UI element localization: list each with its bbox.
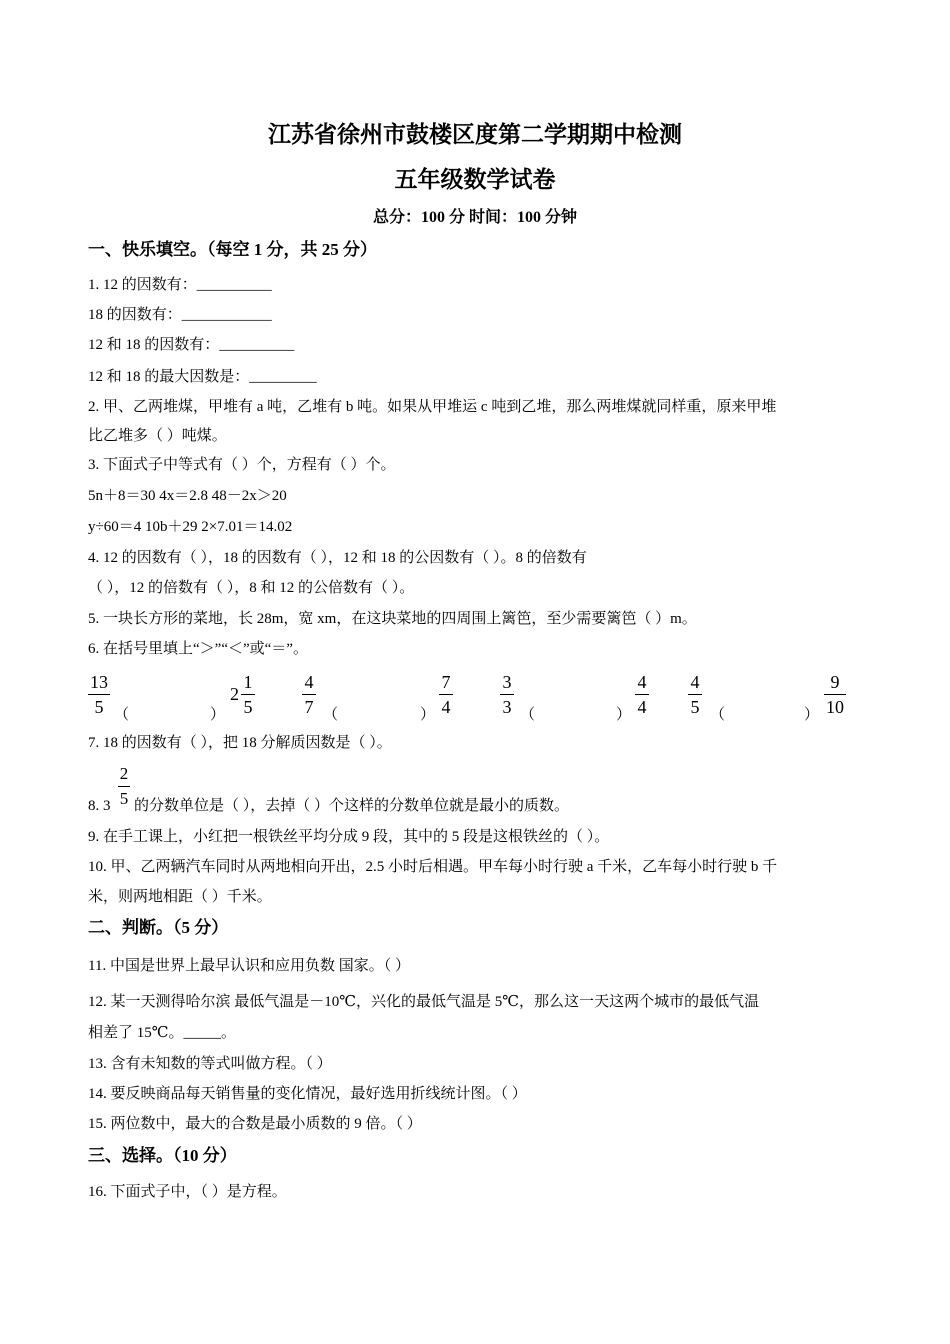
q6-frac-8-num: 9 bbox=[830, 672, 840, 692]
q10-line-a: 10. 甲、乙两辆汽车同时从两地相向开出，2.5 小时后相遇。甲车每小时行驶 a 千米，乙车每小时行驶 b 千 bbox=[88, 859, 778, 875]
q6-frac-3 bbox=[302, 672, 316, 717]
q8-line: 的分数单位是（ ），去掉（ ）个这样的分数单位就是最小的质数。 bbox=[134, 798, 570, 814]
exam-info: 总分：100 分 时间：100 分钟 bbox=[372, 209, 577, 226]
q6-frac-2 bbox=[241, 672, 255, 717]
q6-frac-4 bbox=[439, 672, 453, 717]
q11-line: 11. 中国是世界上最早认识和应用负数 国家。（ ） bbox=[88, 958, 410, 974]
exam-subtitle: 五年级数学试卷 bbox=[394, 167, 556, 192]
q6-line: 6. 在括号里填上“＞”“＜”或“＝”。 bbox=[88, 641, 308, 657]
q6-paren-3-left: （ bbox=[520, 707, 536, 723]
q6-frac-2-num: 1 bbox=[243, 672, 253, 692]
q6-frac-8 bbox=[824, 672, 846, 717]
q1-line-a: 1. 12 的因数有：__________ bbox=[88, 277, 272, 293]
q4-line-a: 4. 12 的因数有（ ），18 的因数有（ ），12 和 18 的公因数有（ ）。8 的倍数有 bbox=[88, 550, 587, 566]
q6-frac-6 bbox=[635, 672, 649, 717]
q6-frac-5-den: 3 bbox=[502, 697, 512, 717]
section3-heading: 三、选择。（10 分） bbox=[88, 1146, 237, 1165]
q6-frac-3-den: 7 bbox=[304, 697, 314, 717]
q5-line: 5. 一块长方形的菜地，长 28m，宽 xm，在这块菜地的四周围上篱笆，至少需要篱笆（ ）m。 bbox=[88, 611, 697, 627]
q6-frac-6-num: 4 bbox=[637, 672, 647, 692]
q13-line: 13. 含有未知数的等式叫做方程。（ ） bbox=[88, 1056, 332, 1072]
q14-line: 14. 要反映商品每天销售量的变化情况，最好选用折线统计图。（ ） bbox=[88, 1086, 527, 1102]
q3-line-c: y÷60＝4 10b＋29 2×7.01＝14.02 bbox=[88, 519, 293, 535]
q3-line-a: 3. 下面式子中等式有（ ）个，方程有（ ）个。 bbox=[88, 457, 396, 473]
q6-frac-8-den: 10 bbox=[826, 697, 844, 717]
q7-line: 7. 18 的因数有（ ），把 18 分解质因数是（ ）。 bbox=[88, 735, 392, 751]
q8-prefix: 8. 3 bbox=[88, 798, 111, 814]
q6-frac-4-den: 4 bbox=[441, 697, 451, 717]
q6-frac-4-num: 7 bbox=[441, 672, 451, 692]
q6-paren-4-right: ） bbox=[804, 707, 820, 723]
q6-frac-1-num: 13 bbox=[90, 672, 108, 692]
q6-frac-7-den: 5 bbox=[690, 697, 700, 717]
section1-heading: 一、快乐填空。（每空 1 分，共 25 分） bbox=[88, 240, 377, 259]
q8-frac-den: 5 bbox=[119, 789, 129, 808]
q4-line-b: （ ），12 的倍数有（ ），8 和 12 的公倍数有（ ）。 bbox=[88, 580, 415, 596]
q2-line-a: 2. 甲、乙两堆煤，甲堆有 a 吨，乙堆有 b 吨。如果从甲堆运 c 吨到乙堆，那么两堆煤就同样重，原来甲堆 bbox=[88, 399, 777, 415]
q6-frac-5-num: 3 bbox=[502, 672, 512, 692]
q6-frac-6-den: 4 bbox=[637, 697, 647, 717]
q8-frac-num: 2 bbox=[119, 764, 129, 783]
q1-line-b: 18 的因数有：____________ bbox=[88, 307, 272, 323]
q6-mixed-whole: 2 bbox=[230, 684, 239, 704]
q6-frac-5 bbox=[500, 672, 514, 717]
q12-line-b: 相差了 15℃。_____。 bbox=[88, 1025, 237, 1041]
q6-frac-1-den: 5 bbox=[94, 697, 104, 717]
q8-frac bbox=[118, 764, 130, 809]
exam-title: 江苏省徐州市鼓楼区度第二学期期中检测 bbox=[268, 122, 682, 147]
q9-line: 9. 在手工课上，小红把一根铁丝平均分成 9 段，其中的 5 段是这根铁丝的（ ）。 bbox=[88, 829, 610, 845]
q2-line-b: 比乙堆多（ ）吨煤。 bbox=[88, 428, 227, 444]
q16-line: 16. 下面式子中，（ ）是方程。 bbox=[88, 1184, 287, 1200]
q6-paren-3-right: ） bbox=[616, 707, 632, 723]
section2-heading: 二、判断。（5 分） bbox=[88, 918, 229, 937]
q6-frac-7 bbox=[688, 672, 702, 717]
q6-paren-4-left: （ bbox=[710, 707, 726, 723]
q3-line-b: 5n＋8＝30 4x＝2.8 48－2x＞20 bbox=[88, 488, 287, 504]
q12-line-a: 12. 某一天测得哈尔滨 最低气温是－10℃，兴化的最低气温是 5℃，那么这一天这两个城市的最低气温 bbox=[88, 994, 760, 1010]
q6-paren-2-left: （ bbox=[323, 707, 339, 723]
q10-line-b: 米，则两地相距（ ）千米。 bbox=[88, 889, 272, 905]
q6-frac-7-num: 4 bbox=[690, 672, 700, 692]
q1-line-d: 12 和 18 的最大因数是：_________ bbox=[88, 369, 317, 385]
q6-paren-1-right: ） bbox=[210, 707, 226, 723]
q6-frac-1 bbox=[88, 672, 110, 717]
q6-paren-1-left: （ bbox=[114, 707, 130, 723]
q6-frac-3-num: 4 bbox=[304, 672, 314, 692]
q15-line: 15. 两位数中，最大的合数是最小质数的 9 倍。（ ） bbox=[88, 1116, 422, 1132]
q6-paren-2-right: ） bbox=[420, 707, 436, 723]
q6-frac-2-den: 5 bbox=[243, 697, 253, 717]
q1-line-c: 12 和 18 的因数有：__________ bbox=[88, 337, 295, 353]
